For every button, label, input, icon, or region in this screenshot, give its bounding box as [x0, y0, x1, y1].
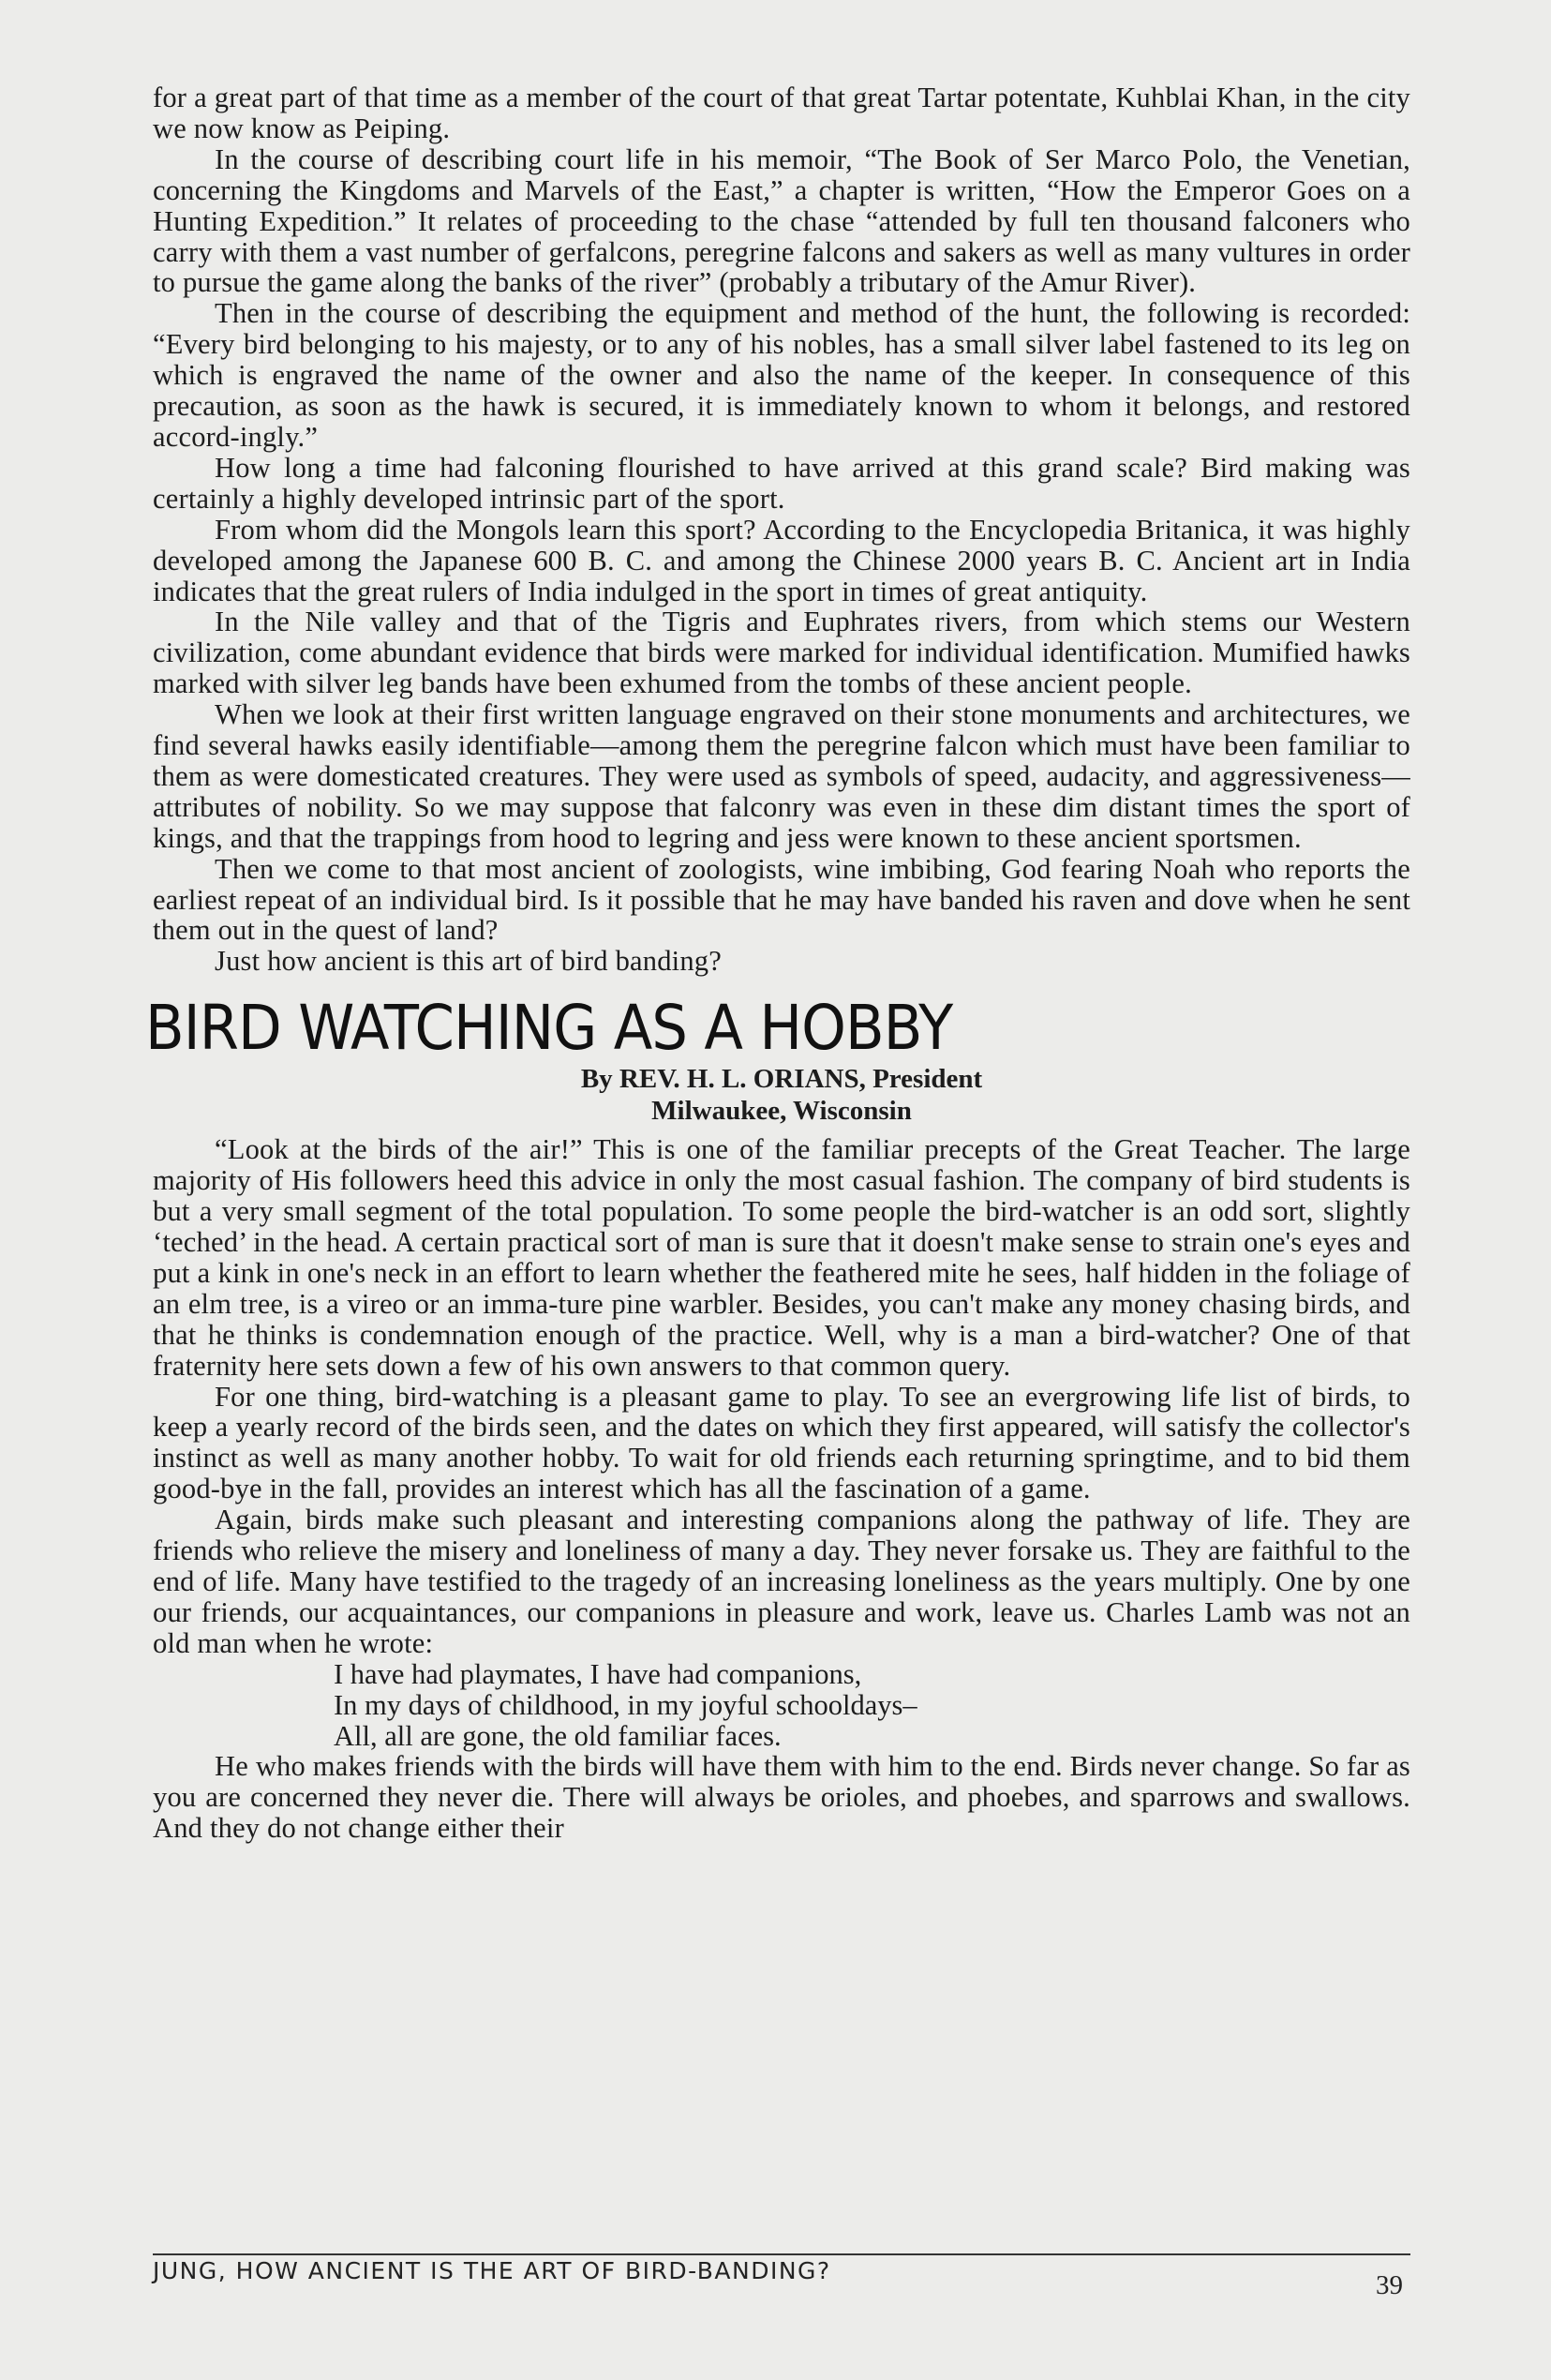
author-location: Milwaukee, Wisconsin — [651, 1096, 912, 1127]
page-content — [145, 82, 1410, 1845]
article-paragraph: Just how ancient is this art of bird banding? — [215, 945, 722, 978]
author-byline: By REV. H. L. ORIANS, President — [580, 1064, 983, 1095]
article-paragraph: “Look at the birds of the air!” This is one of the familiar precepts of the Great Teacher. The large majority of His followers heed this advice in only the most casual fashion. The company of bird students is but a very small segment of the total population. To some people the bird-watcher is an odd sort, slightly ‘teched’ in the head. A certain practical sort of man is sure that it doesn't make sense to strain one's eyes and put a kink in one's neck in an effort to learn whether the feathered mite he sees, half hidden in the foliage of an elm tree, is a vireo or an imma-ture pine warbler. Besides, you can't make any money chasing birds, and that he thinks is condemnation enough of the practice. Well, why is a man a bird-watcher? One of that fraternity here sets down a few of his own answers to that common query. — [153, 1133, 1410, 1382]
article-paragraph: Again, birds make such pleasant and interesting companions along the pathway of life. They are friends who relieve the misery and loneliness of many a day. They never forsake us. They are faithful to the end of life. Many have testified to the tragedy of an increasing loneliness as the years multiply. One by one our friends, our acquaintances, our companions in pleasure and work, leave us. Charles Lamb was not an old man when he wrote: — [153, 1504, 1410, 1659]
article-paragraph: For one thing, bird-watching is a pleasant game to play. To see an evergrowing life list of birds, to keep a yearly record of the birds seen, and the dates on which they first appeared, will satisfy the collector's instinct as well as many another hobby. To wait for old friends each returning springtime, and to bid them good-bye in the fall, provides an interest which has all the fascination of a game. — [153, 1380, 1410, 1505]
page-number: 39 — [1376, 2270, 1403, 2300]
poem-quote — [334, 1659, 1410, 1752]
article-paragraph: In the course of describing court life in his memoir, “The Book of Ser Marco Polo, the Venetian, concerning the Kingdoms and Marvels of the East,” a chapter is written, “How the Emperor Goes on a Hunting Expedition.” It relates of proceeding to the chase “attended by full ten thousand falconers who carry with them a vast number of gerfalcons, peregrine falcons and sakers as well as many vultures in order to pursue the game along the banks of the river” (probably a tributary of the Amur River). — [153, 142, 1410, 299]
article-paragraph: From whom did the Mongols learn this sport? According to the Encyclopedia Britanica, it was highly developed among the Japanese 600 B. C. and among the Chinese 2000 years B. C. Ancient art in India indicates that the great rulers of India indulged in the sport in times of great antiquity. — [153, 513, 1410, 607]
article-paragraph: Then in the course of describing the equipment and method of the hunt, the following is recorded: “Every bird belonging to his majesty, or to any of his nobles, has a small silver label fastened to its leg on which is engraved the name of the owner and also the name of the keeper. In consequence of this precaution, as soon as the hawk is secured, it is immediately known to whom it belongs, and restored accord-ingly.” — [153, 297, 1410, 453]
poem-line: All, all are gone, the old familiar faces. — [334, 1719, 782, 1752]
article-paragraph: In the Nile valley and that of the Tigris and Euphrates rivers, from which stems our Western civilization, come abundant evidence that birds were marked for individual identification. Mumified hawks marked with silver leg bands have been exhumed from the tombs of these ancient people. — [153, 606, 1410, 700]
poem-line: I have had playmates, I have had companions, — [334, 1657, 862, 1690]
article-paragraph: How long a time had falconing flourished to have arrived at this grand scale? Bird making was certainly a highly developed intrinsic part of the sport. — [153, 451, 1410, 515]
article-paragraph: for a great part of that time as a member of the court of that great Tartar potentate, Kuhblai Khan, in the city we now know as Peiping. — [153, 82, 1410, 144]
poem-line: In my days of childhood, in my joyful schooldays– — [334, 1688, 917, 1721]
article-title: BIRD WATCHING AS A HOBBY — [145, 992, 953, 1065]
running-title: JUNG, HOW ANCIENT IS THE ART OF BIRD-BANDING? — [153, 2257, 831, 2284]
article-paragraph: Then we come to that most ancient of zoologists, wine imbibing, God fearing Noah who reports the earliest repeat of an individual bird. Is it possible that he may have banded his raven and dove when he sent them out in the quest of land? — [153, 852, 1410, 947]
page-footer — [153, 2253, 1410, 2300]
article-paragraph: He who makes friends with the birds will have them with him to the end. Birds never change. So far as you are concerned they never die. There will always be orioles, and phoebes, and sparrows and swallows. And they do not change either their — [153, 1750, 1410, 1845]
article-paragraph: When we look at their first written language engraved on their stone monuments and architectures, we find several hawks easily identifiable—among them the peregrine falcon which must have been familiar to them as were domesticated creatures. They were used as symbols of speed, audacity, and aggressiveness—attributes of nobility. So we may suppose that falconry was even in these dim distant times the sport of kings, and that the trappings from hood to legring and jess were known to these ancient sportsmen. — [153, 698, 1410, 854]
